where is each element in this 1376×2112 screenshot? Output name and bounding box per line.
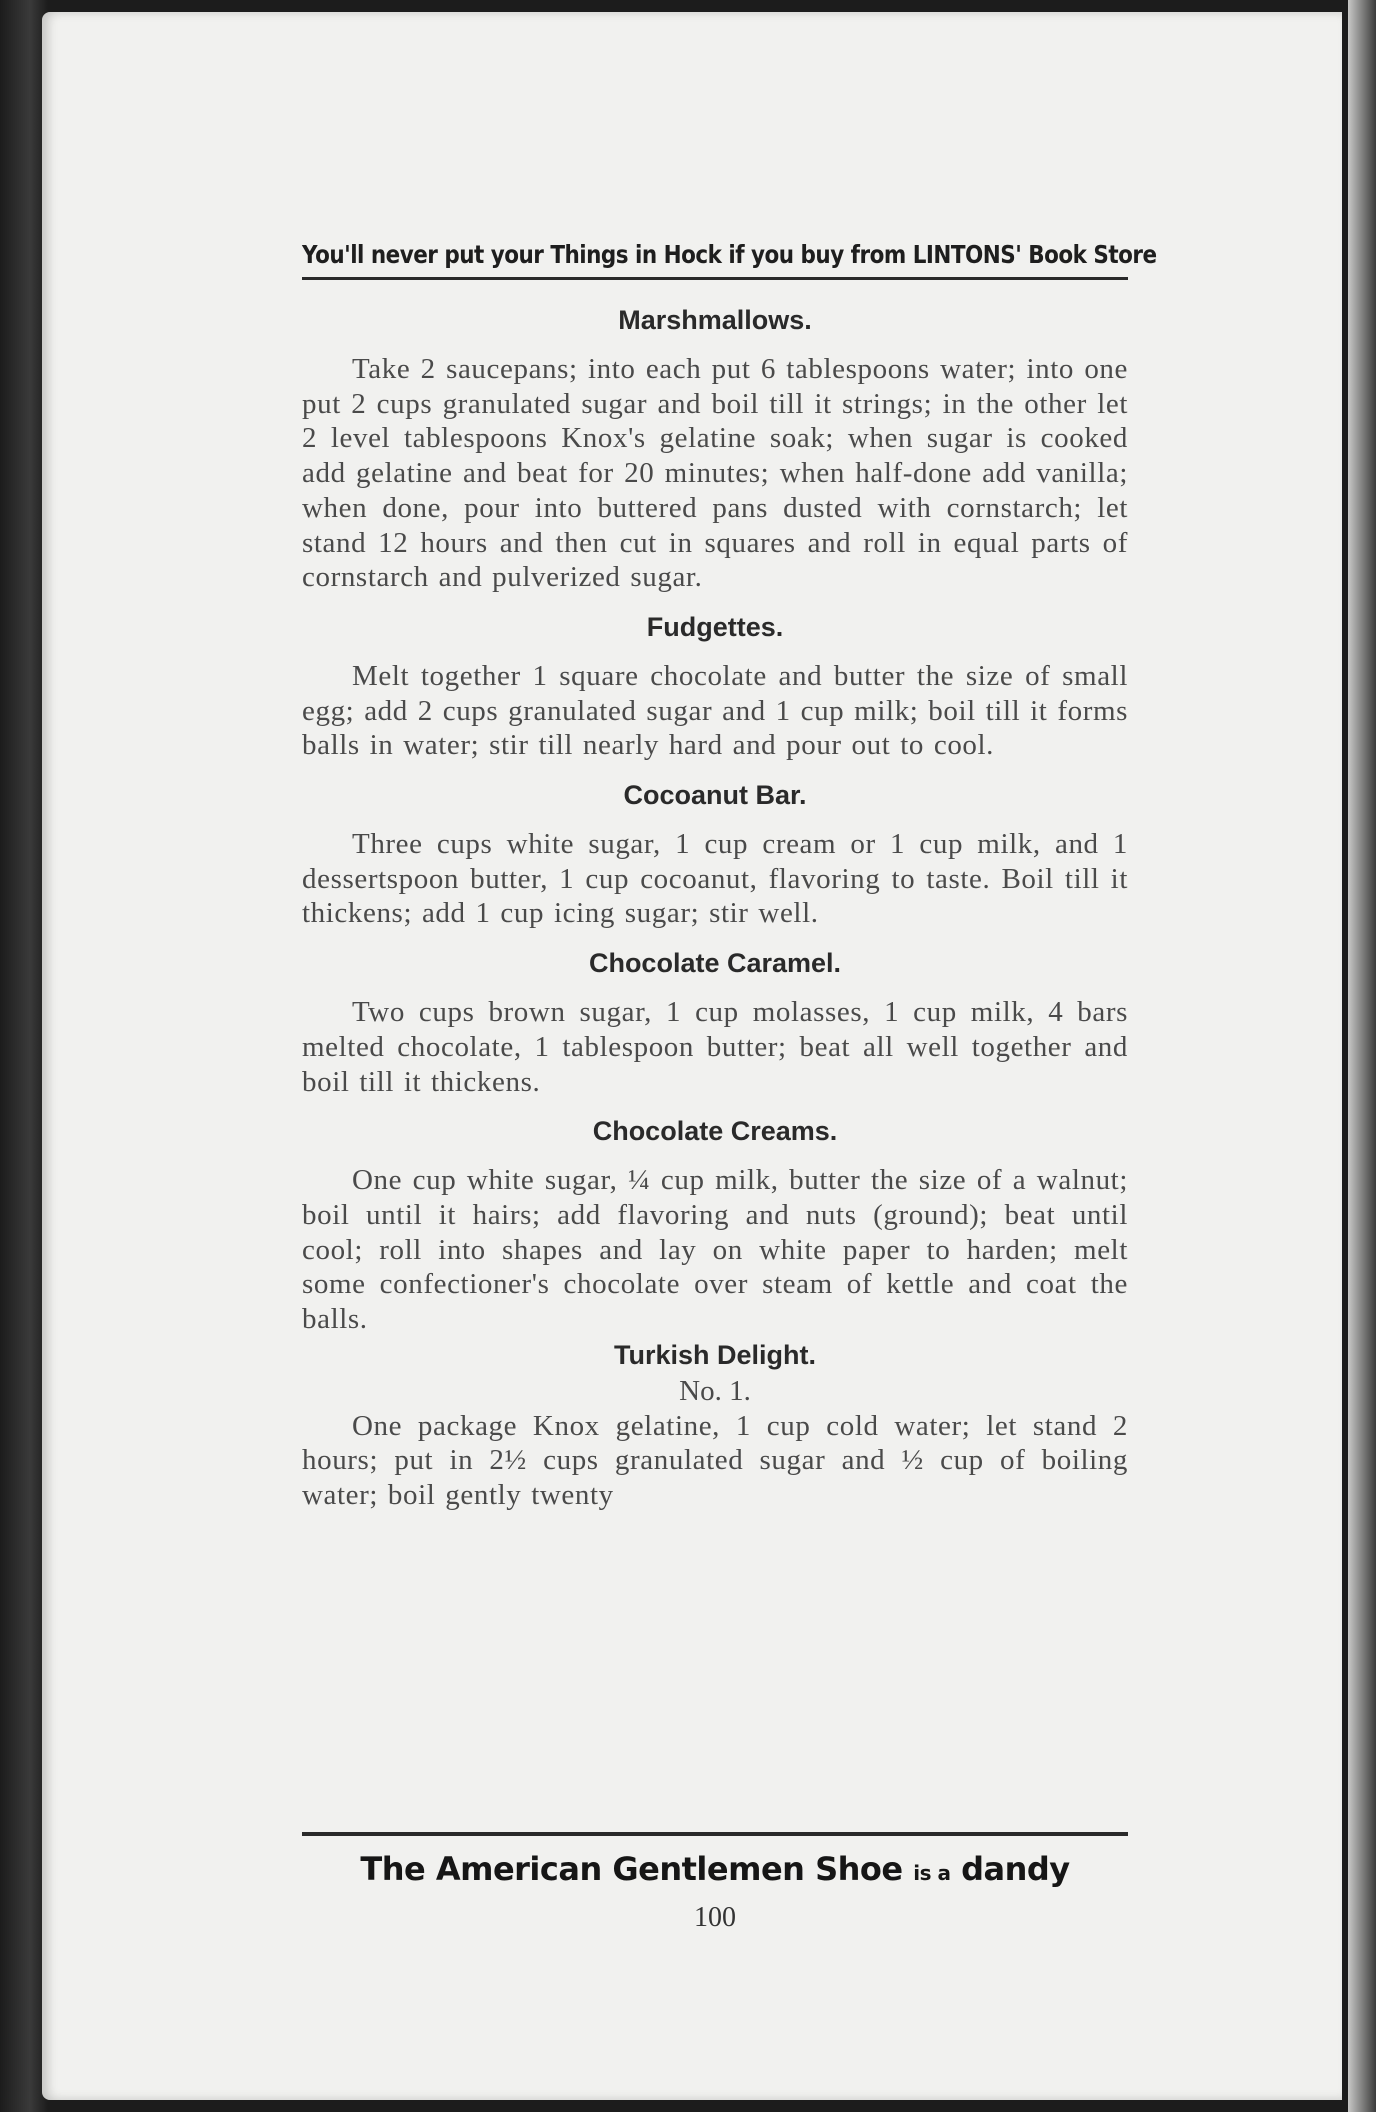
recipe-body-chocolate-caramel: Two cups brown sugar, 1 cup molasses, 1 cup milk, 4 bars melted chocolate, 1 tablespoon butter; beat all well together and boil till it thickens. [302,996,1128,1098]
page-content [302,240,1157,1513]
recipe-title-chocolate-creams: Chocolate Creams. [592,1116,838,1147]
recipe-title-fudgettes: Fudgettes. [646,611,784,642]
recipe-subtitle-turkish-delight: No. 1. [679,1374,751,1407]
recipe-body-fudgettes: Melt together 1 square chocolate and butter the size of small egg; add 2 cups granulated sugar and 1 cup milk; boil till it forms balls in water; stir till nearly hard and pour out to cool. [302,659,1128,762]
recipe-body-chocolate-creams: One cup white sugar, ¼ cup milk, butter the size of a walnut; boil until it hairs; add flavoring and nuts (ground); beat until cool; roll into shapes and lay on white paper to harden; melt some confectioner's chocolate over steam of kettle and coat the balls. [302,1164,1128,1336]
footer-ad-part1: The American Gentlemen Shoe [360,1850,903,1888]
recipe-title-marshmallows: Marshmallows. [618,305,812,335]
recipe-body-cocoanut-bar: Three cups white sugar, 1 cup cream or 1 cup milk, and 1 dessertspoon butter, 1 cup cocoanut, flavoring to taste. Boil till it thickens; add 1 cup icing sugar; stir well. [302,828,1128,930]
footer-ad-part3: dandy [961,1850,1070,1888]
recipe-title-cocoanut-bar: Cocoanut Bar. [623,780,807,811]
page-footer [302,1832,1128,1934]
page-edge [1348,0,1376,2112]
recipe-body-marshmallows: Take 2 saucepans; into each put 6 tablespoons water; into one put 2 cups granulated sugar and boil till it strings; in the other let 2 level tablespoons Knox's gelatine soak; when sugar is cooked add gelatine and beat for 20 minutes; when half-done add vanilla; when done, pour into buttered pans dusted with cornstarch; let stand 12 hours and then cut in squares and roll in equal parts of cornstarch and pulverized sugar. [302,353,1128,594]
footer-advertisement [302,1850,1128,1888]
footer-ad-part2: is a [913,1861,951,1885]
recipe-title-turkish-delight: Turkish Delight. [613,1339,816,1370]
recipe-body-turkish-delight: One package Knox gelatine, 1 cup cold water; let stand 2 hours; put in 2½ cups granulated sugar and ½ cup of boiling water; boil gently twenty [302,1409,1128,1512]
page-number: 100 [694,1902,736,1933]
header-advertisement: You'll never put your Things in Hock if you buy from LINTONS' Book Store [302,240,1157,269]
recipe-title-chocolate-caramel: Chocolate Caramel. [588,948,842,979]
